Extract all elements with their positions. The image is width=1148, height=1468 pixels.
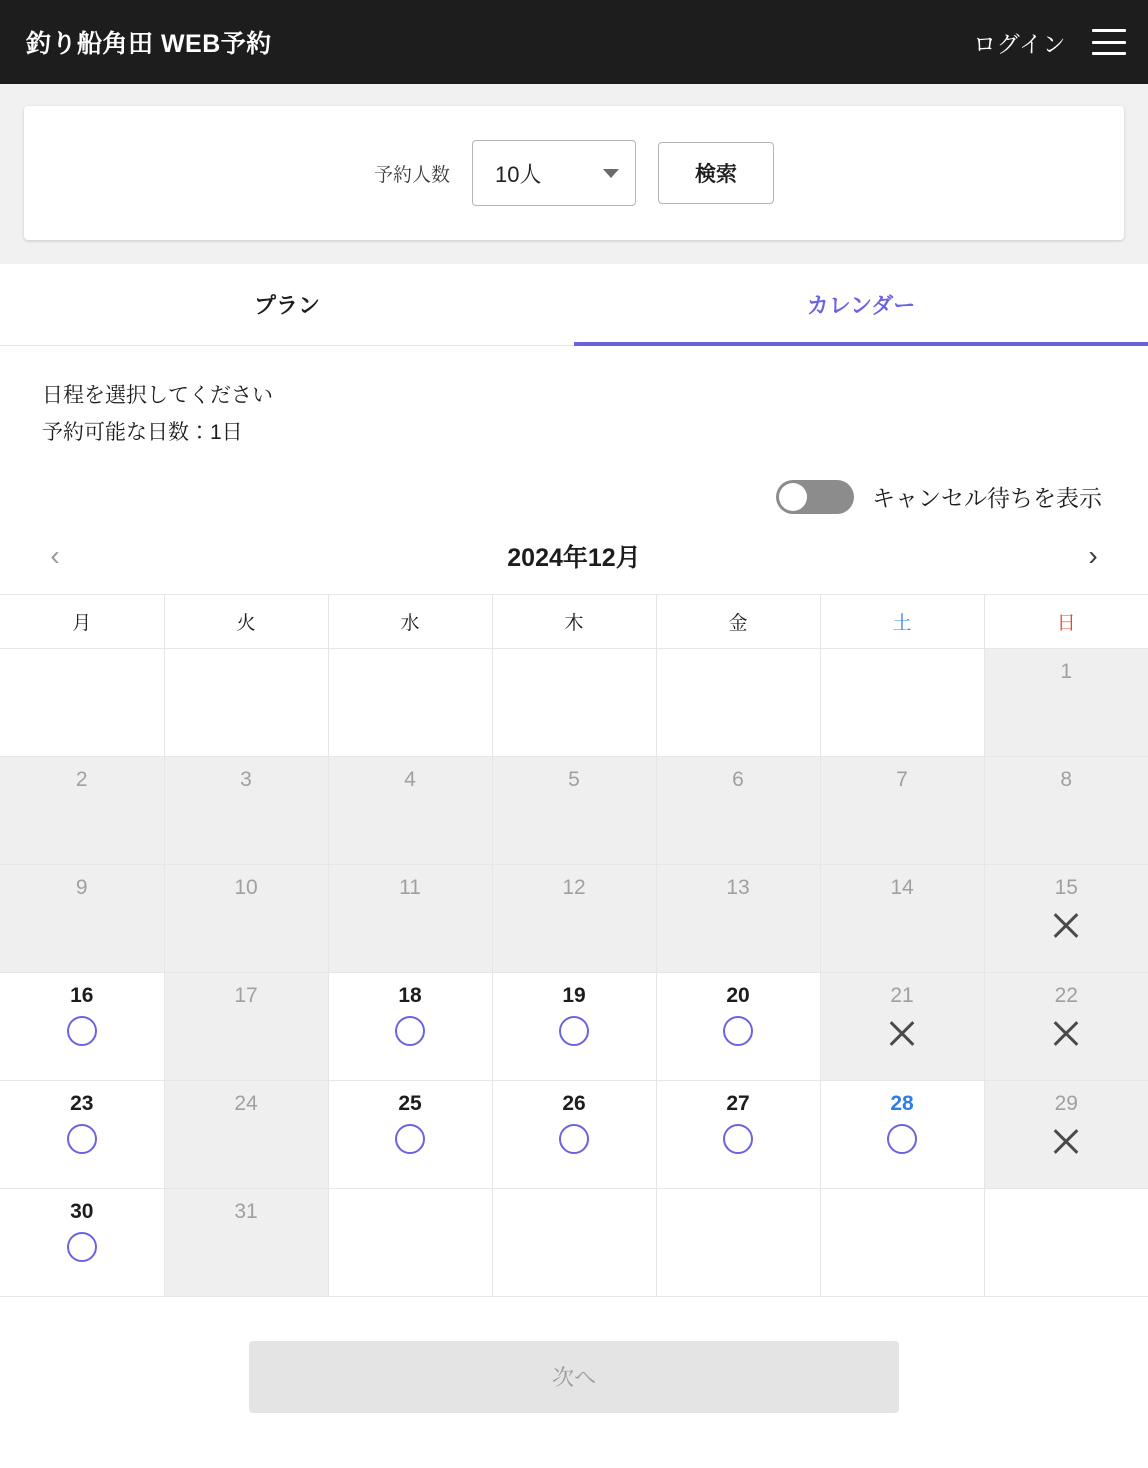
calendar-day-number: 9 <box>75 875 88 899</box>
calendar-empty-cell <box>492 1188 656 1296</box>
unavailable-cross-icon <box>886 1016 918 1048</box>
calendar-day-cell[interactable] <box>0 1080 164 1188</box>
waitlist-toggle-label: キャンセル待ちを表示 <box>872 485 1102 511</box>
calendar-day-cell <box>984 1080 1148 1188</box>
tab-calendar[interactable]: カレンダー <box>574 264 1148 345</box>
calendar-day-number: 1 <box>1060 659 1073 683</box>
calendar-day-cell <box>164 1080 328 1188</box>
calendar-day-cell <box>164 864 328 972</box>
calendar-empty-cell <box>984 1188 1148 1296</box>
calendar-day-cell <box>984 972 1148 1080</box>
calendar-day-cell <box>820 972 984 1080</box>
calendar-day-number: 21 <box>890 983 914 1007</box>
weekday-fri: 金 <box>656 594 820 648</box>
calendar-week-row <box>0 864 1148 972</box>
calendar-day-cell <box>164 972 328 1080</box>
calendar-day-number: 31 <box>234 1199 258 1223</box>
instruction-line-2: 予約可能な日数：1日 <box>42 420 243 444</box>
calendar-day-cell <box>0 864 164 972</box>
calendar-day-number: 11 <box>399 875 421 899</box>
availability-circle-icon <box>723 1124 753 1154</box>
calendar-day-number: 22 <box>1054 983 1078 1007</box>
calendar-day-number: 28 <box>890 1091 914 1115</box>
calendar-day-number: 29 <box>1054 1091 1078 1115</box>
calendar-day-number: 3 <box>240 767 252 791</box>
calendar-day-number: 26 <box>562 1091 586 1115</box>
app-header <box>0 0 1148 84</box>
calendar-week-row <box>0 648 1148 756</box>
calendar-week-row <box>0 1080 1148 1188</box>
calendar-day-number: 25 <box>398 1091 422 1115</box>
calendar-day-cell[interactable] <box>492 972 656 1080</box>
calendar-empty-cell <box>820 648 984 756</box>
calendar-week-row <box>0 756 1148 864</box>
calendar-empty-cell <box>656 1188 820 1296</box>
calendar-day-cell[interactable] <box>328 972 492 1080</box>
party-size-label: 予約人数 <box>373 164 450 186</box>
weekday-wed: 水 <box>328 594 492 648</box>
chevron-down-icon <box>603 169 619 178</box>
calendar-day-number: 5 <box>568 767 580 791</box>
calendar-day-number: 2 <box>75 767 88 791</box>
availability-circle-icon <box>395 1124 425 1154</box>
calendar-day-cell <box>820 864 984 972</box>
party-size-select[interactable] <box>472 140 636 206</box>
weekday-sat: 土 <box>820 594 984 648</box>
toggle-knob <box>779 483 807 511</box>
unavailable-cross-icon <box>1050 1016 1082 1048</box>
instruction-line-1: 日程を選択してください <box>42 384 273 407</box>
calendar-empty-cell <box>328 648 492 756</box>
calendar-day-number: 8 <box>1060 767 1073 791</box>
calendar-week-row <box>0 1188 1148 1296</box>
calendar-day-number: 6 <box>732 767 744 791</box>
calendar-day-cell <box>328 756 492 864</box>
availability-circle-icon <box>67 1232 97 1262</box>
calendar-day-cell <box>820 756 984 864</box>
tab-plan[interactable]: プラン <box>253 293 320 318</box>
calendar-day-cell <box>656 864 820 972</box>
chevron-left-icon[interactable]: ‹ <box>50 539 60 571</box>
chevron-right-icon[interactable]: › <box>1088 539 1098 571</box>
calendar-day-cell <box>0 756 164 864</box>
waitlist-toggle-row <box>0 452 1148 514</box>
calendar-day-number: 10 <box>234 875 258 899</box>
calendar-day-cell[interactable] <box>492 1080 656 1188</box>
calendar-day-number: 20 <box>726 983 750 1007</box>
waitlist-toggle[interactable] <box>776 480 854 514</box>
calendar-day-cell <box>164 1188 328 1296</box>
party-size-value: 10人 <box>495 161 542 187</box>
search-card <box>24 106 1124 240</box>
availability-circle-icon <box>559 1124 589 1154</box>
weekday-tue: 火 <box>164 594 328 648</box>
instructions <box>0 346 1148 452</box>
header-actions <box>973 26 1126 59</box>
calendar-nav <box>0 514 1148 594</box>
weekday-sun: 日 <box>984 594 1148 648</box>
footer <box>0 1297 1148 1413</box>
calendar-day-number: 16 <box>70 983 94 1007</box>
calendar-day-number: 24 <box>234 1091 258 1115</box>
calendar-day-cell[interactable] <box>328 1080 492 1188</box>
availability-circle-icon <box>67 1124 97 1154</box>
calendar-day-cell[interactable] <box>0 972 164 1080</box>
calendar-day-cell <box>164 756 328 864</box>
calendar-day-cell <box>984 648 1148 756</box>
calendar-day-number: 27 <box>726 1091 750 1115</box>
calendar-weekday-row <box>0 594 1148 648</box>
calendar-day-number: 30 <box>70 1199 94 1223</box>
next-button[interactable]: 次へ <box>249 1341 899 1413</box>
calendar-empty-cell <box>656 648 820 756</box>
calendar-day-cell <box>328 864 492 972</box>
login-link[interactable]: ログイン <box>973 30 1066 57</box>
calendar-day-number: 12 <box>562 875 586 899</box>
calendar-day-number: 19 <box>562 983 586 1007</box>
calendar-day-cell <box>984 756 1148 864</box>
page-title: 釣り船角田 WEB予約 <box>26 30 272 58</box>
hamburger-menu-icon[interactable] <box>1092 29 1126 55</box>
calendar-day-number: 17 <box>234 983 258 1007</box>
calendar-day-cell <box>492 864 656 972</box>
calendar-week-row <box>0 972 1148 1080</box>
calendar-day-cell[interactable] <box>820 1080 984 1188</box>
availability-circle-icon <box>395 1016 425 1046</box>
weekday-mon: 月 <box>0 594 164 648</box>
calendar-empty-cell <box>492 648 656 756</box>
calendar-day-cell <box>984 864 1148 972</box>
calendar-day-number: 18 <box>398 983 422 1007</box>
calendar-day-number: 13 <box>726 875 750 899</box>
calendar-day-number: 7 <box>896 767 908 791</box>
calendar-empty-cell <box>0 648 164 756</box>
calendar-day-number: 4 <box>404 767 416 791</box>
calendar-day-cell[interactable] <box>656 972 820 1080</box>
unavailable-cross-icon <box>1050 1124 1082 1156</box>
calendar-empty-cell <box>164 648 328 756</box>
calendar-day-cell[interactable] <box>0 1188 164 1296</box>
calendar-empty-cell <box>328 1188 492 1296</box>
calendar-body <box>0 648 1148 1296</box>
calendar-month-label: 2024年12月 <box>507 543 641 572</box>
availability-circle-icon <box>559 1016 589 1046</box>
search-button[interactable]: 検索 <box>658 142 774 204</box>
calendar-day-number: 15 <box>1054 875 1078 899</box>
calendar-day-number: 23 <box>70 1091 94 1115</box>
unavailable-cross-icon <box>1050 908 1082 940</box>
calendar-grid <box>0 594 1148 1297</box>
calendar-day-number: 14 <box>890 875 914 899</box>
calendar-empty-cell <box>820 1188 984 1296</box>
calendar-day-cell <box>492 756 656 864</box>
calendar-day-cell <box>656 756 820 864</box>
weekday-thu: 木 <box>492 594 656 648</box>
availability-circle-icon <box>723 1016 753 1046</box>
availability-circle-icon <box>887 1124 917 1154</box>
calendar-day-cell[interactable] <box>656 1080 820 1188</box>
availability-circle-icon <box>67 1016 97 1046</box>
search-panel <box>0 84 1148 264</box>
view-tabs <box>0 264 1148 346</box>
